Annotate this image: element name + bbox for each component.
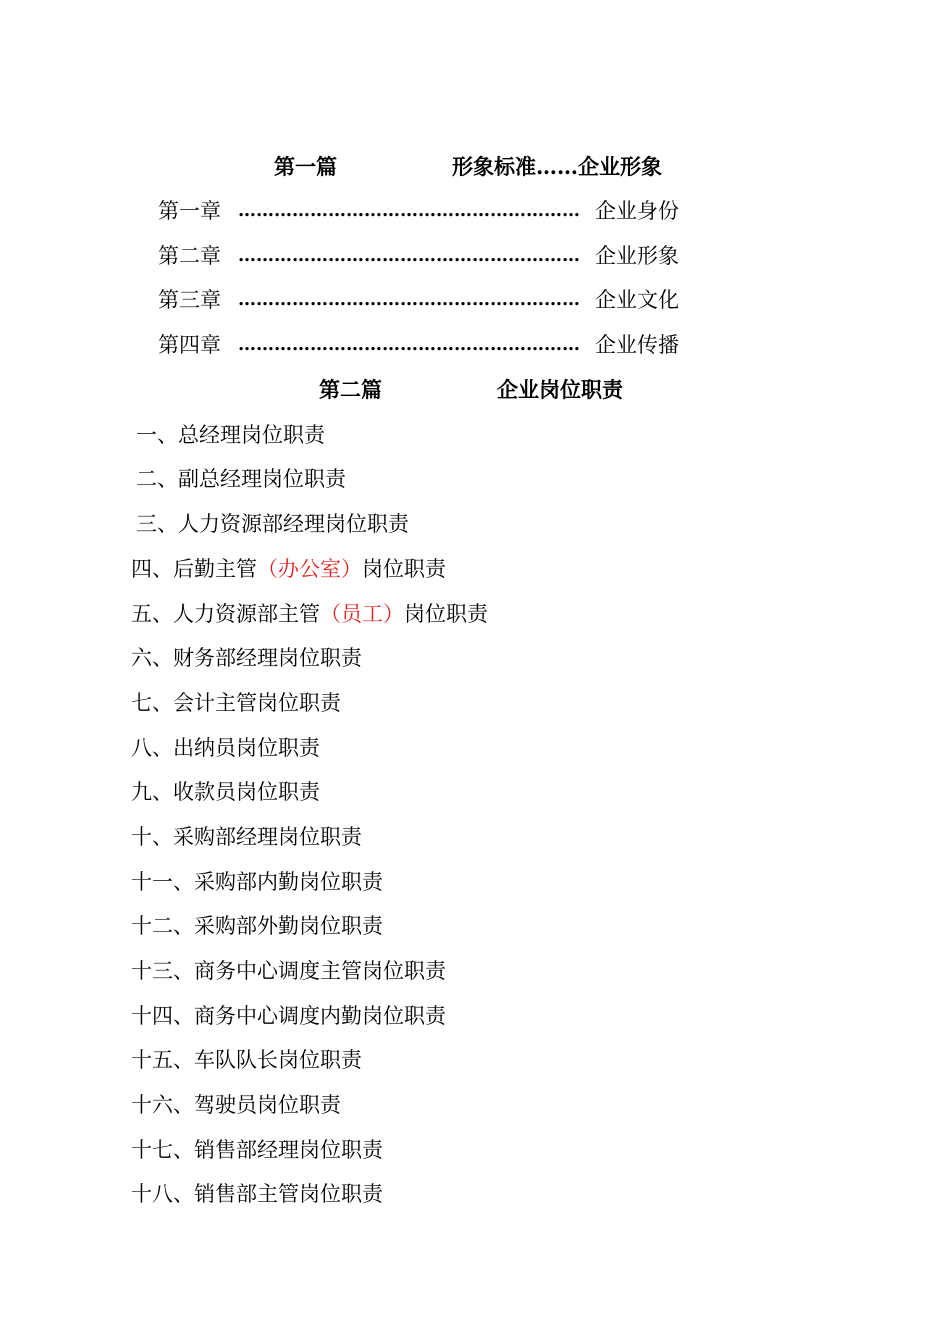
chapter-leader-dots: ………………………………………………… — [238, 200, 580, 221]
duty-list-item: 六、财务部经理岗位职责 — [131, 646, 362, 670]
duty-list-item: 十二、采购部外勤岗位职责 — [131, 914, 383, 938]
part2-label: 第二篇 — [319, 377, 382, 402]
chapter-row — [158, 241, 688, 271]
chapter-label: 第二章 — [158, 244, 221, 268]
duty-list-item: 十七、销售部经理岗位职责 — [131, 1138, 383, 1162]
chapter-leader-dots: ………………………………………………… — [238, 334, 580, 355]
chapter-label: 第一章 — [158, 199, 221, 223]
chapter-row — [158, 196, 688, 226]
duty-list-item: 二、副总经理岗位职责 — [136, 467, 346, 491]
chapter-leader-dots: ………………………………………………… — [238, 245, 580, 266]
chapter-label: 第三章 — [158, 288, 221, 312]
duty-item-prefix: 五、人力资源部主管 — [131, 602, 320, 626]
duty-item-suffix: 岗位职责 — [404, 602, 488, 626]
chapter-target: 企业身份 — [595, 199, 679, 223]
duty-item-suffix: 岗位职责 — [362, 557, 446, 581]
duty-list-item: 十五、车队队长岗位职责 — [131, 1048, 362, 1072]
duty-list-item: 十四、商务中心调度内勤岗位职责 — [131, 1004, 446, 1028]
part1-label: 第一篇 — [274, 154, 337, 179]
duty-list-item: 九、收款员岗位职责 — [131, 780, 320, 804]
duty-list-item — [131, 599, 488, 629]
part1-title: 形象标准……企业形象 — [452, 154, 662, 179]
chapter-leader-dots: ………………………………………………… — [238, 289, 580, 310]
duty-list-item — [131, 554, 446, 584]
duty-item-prefix: 四、后勤主管 — [131, 557, 257, 581]
chapter-target: 企业形象 — [595, 244, 679, 268]
duty-list-item: 八、出纳员岗位职责 — [131, 736, 320, 760]
duty-list-item: 十六、驾驶员岗位职责 — [131, 1093, 341, 1117]
chapter-target: 企业传播 — [595, 333, 679, 357]
duty-list-item: 一、总经理岗位职责 — [136, 423, 325, 447]
duty-item-highlight: （员工） — [320, 602, 404, 626]
duty-list-item: 十三、商务中心调度主管岗位职责 — [131, 959, 446, 983]
duty-list-item: 十八、销售部主管岗位职责 — [131, 1182, 383, 1206]
duty-list-item: 七、会计主管岗位职责 — [131, 691, 341, 715]
duty-list-item: 十一、采购部内勤岗位职责 — [131, 870, 383, 894]
chapter-row — [158, 330, 688, 360]
chapter-label: 第四章 — [158, 333, 221, 357]
duty-item-highlight: （办公室） — [257, 557, 362, 581]
duty-list-item: 十、采购部经理岗位职责 — [131, 825, 362, 849]
part2-title: 企业岗位职责 — [497, 377, 623, 402]
duty-list-item: 三、人力资源部经理岗位职责 — [136, 512, 409, 536]
chapter-row — [158, 285, 688, 315]
chapter-target: 企业文化 — [595, 288, 679, 312]
